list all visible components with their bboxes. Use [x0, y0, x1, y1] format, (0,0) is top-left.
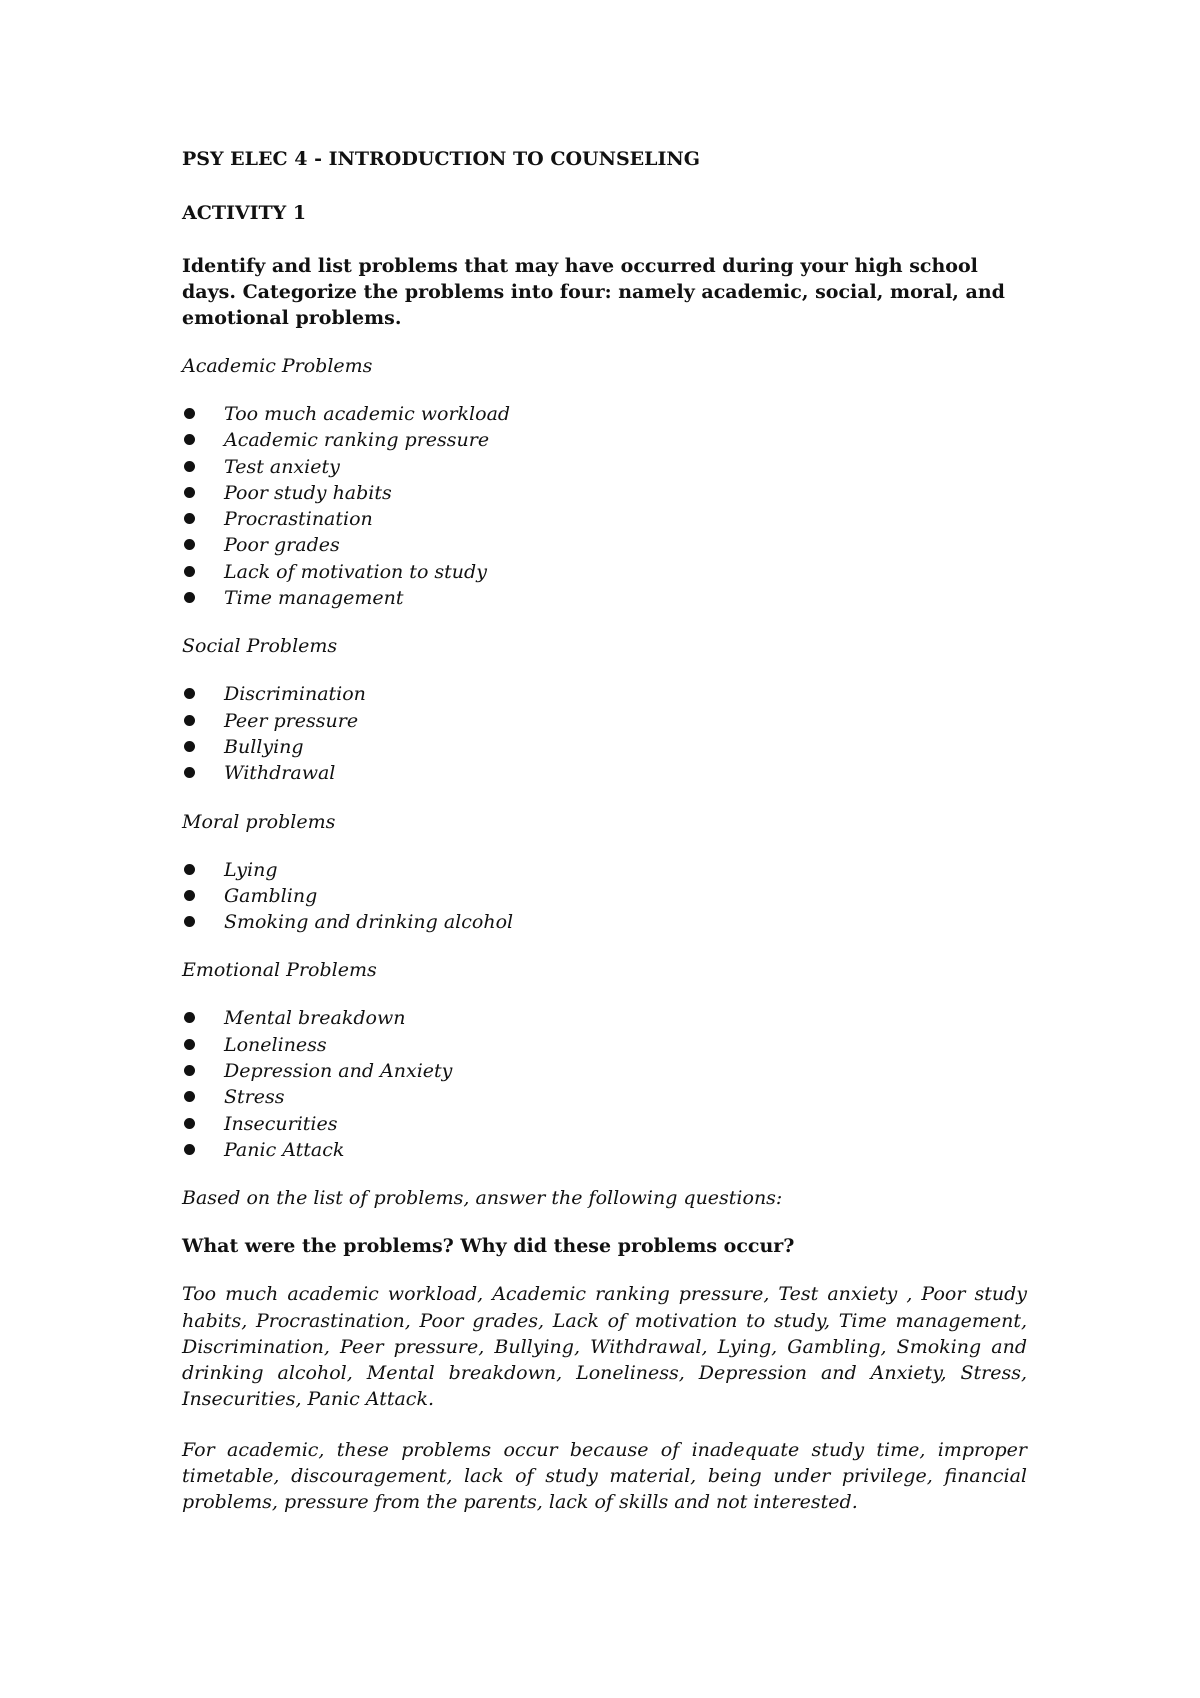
list-item [182, 909, 1027, 935]
list-item-text: Panic Attack [224, 1138, 345, 1161]
list-item [182, 480, 1027, 506]
list-item [182, 585, 1027, 611]
list-item-text: Peer pressure [224, 709, 359, 732]
list-item [182, 708, 1027, 734]
bullet-icon [184, 688, 195, 699]
list-item [182, 454, 1027, 480]
bullet-icon [184, 1012, 195, 1023]
list-item [182, 857, 1027, 883]
problem-list [182, 681, 1027, 786]
problem-list [182, 857, 1027, 936]
list-item [182, 427, 1027, 453]
list-item [182, 506, 1027, 532]
bullet-icon [184, 461, 195, 472]
list-item-text: Lack of motivation to study [224, 560, 487, 583]
list-item-text: Insecurities [224, 1112, 338, 1135]
list-item [182, 1058, 1027, 1084]
bullet-icon [184, 1065, 195, 1076]
list-item-text: Loneliness [224, 1033, 327, 1056]
list-item-text: Bullying [224, 735, 304, 758]
section-heading: Moral problems [182, 810, 336, 833]
list-item-text: Poor study habits [224, 481, 392, 504]
section-heading: Academic Problems [182, 355, 373, 377]
list-item-text: Poor grades [224, 534, 340, 557]
bullet-icon [184, 767, 195, 778]
list-item [182, 1032, 1027, 1058]
document-title: PSY ELEC 4 - INTRODUCTION TO COUNSELING [182, 148, 701, 170]
answer-paragraph: For academic, these problems occur because of inadequate study time, improper timetable, discouragement, lack of study material, being under privilege, financial problems, pressure from the parents, lack of skills and not interested. [182, 1438, 1027, 1514]
bullet-icon [184, 890, 195, 901]
problem-list [182, 401, 1027, 611]
bullet-icon [184, 741, 195, 752]
section-moral [182, 809, 1027, 936]
bullet-icon [184, 916, 195, 927]
list-item [182, 1005, 1027, 1031]
bullet-icon [184, 864, 195, 875]
list-item [182, 1137, 1027, 1163]
instructions-paragraph: Identify and list problems that may have occurred during your high school days. Categorize the problems into four: namely academic, social, moral, and emotional problems. [182, 255, 1005, 329]
bullet-icon [184, 715, 195, 726]
list-item-text: Depression and Anxiety [224, 1060, 453, 1083]
list-item-text: Test anxiety [224, 455, 340, 478]
answer-paragraph: Too much academic workload, Academic ranking pressure, Test anxiety , Poor study habits, Procrastination, Poor grades, Lack of motivation to study, Time management, Discrimination, Peer pressure, Bullying, Withdrawal, Lying, Gambling, Smoking and drinking alcohol, Mental breakdown, Loneliness, Depression and Anxiety, Stress, Insecurities, Panic Attack. [182, 1283, 1027, 1411]
list-item-text: Stress [224, 1086, 285, 1109]
list-item [182, 681, 1027, 707]
list-item-text: Smoking and drinking alcohol [224, 911, 514, 934]
list-item-text: Time management [224, 587, 404, 610]
list-item-text: Lying [224, 858, 278, 881]
bullet-icon [184, 408, 195, 419]
bullet-icon [184, 592, 195, 603]
list-item [182, 734, 1027, 760]
activity-heading: ACTIVITY 1 [182, 202, 307, 224]
section-heading: Social Problems [182, 635, 338, 658]
section-social [182, 633, 1027, 786]
list-item [182, 1111, 1027, 1137]
list-item [182, 760, 1027, 786]
list-item-text: Academic ranking pressure [224, 429, 490, 452]
list-item-text: Gambling [224, 884, 318, 907]
bullet-icon [184, 487, 195, 498]
bullet-icon [184, 434, 195, 445]
list-item-text: Mental breakdown [224, 1007, 406, 1030]
question-heading: What were the problems? Why did these problems occur? [182, 1235, 795, 1258]
list-item [182, 883, 1027, 909]
list-item [182, 559, 1027, 585]
list-item [182, 532, 1027, 558]
list-item-text: Procrastination [224, 508, 373, 531]
list-item [182, 1084, 1027, 1110]
bullet-icon [184, 1039, 195, 1050]
bullet-icon [184, 566, 195, 577]
section-academic [182, 353, 1027, 611]
section-heading: Emotional Problems [182, 959, 377, 982]
section-emotional [182, 957, 1027, 1163]
bullet-icon [184, 513, 195, 524]
questions-prompt: Based on the list of problems, answer the following questions: [182, 1187, 783, 1210]
document-page [182, 146, 1027, 1540]
list-item [182, 401, 1027, 427]
bullet-icon [184, 1118, 195, 1129]
list-item-text: Withdrawal [224, 762, 336, 785]
bullet-icon [184, 1144, 195, 1155]
bullet-icon [184, 1091, 195, 1102]
bullet-icon [184, 539, 195, 550]
problem-list [182, 1005, 1027, 1163]
list-item-text: Too much academic workload [224, 403, 511, 425]
list-item-text: Discrimination [224, 683, 366, 706]
